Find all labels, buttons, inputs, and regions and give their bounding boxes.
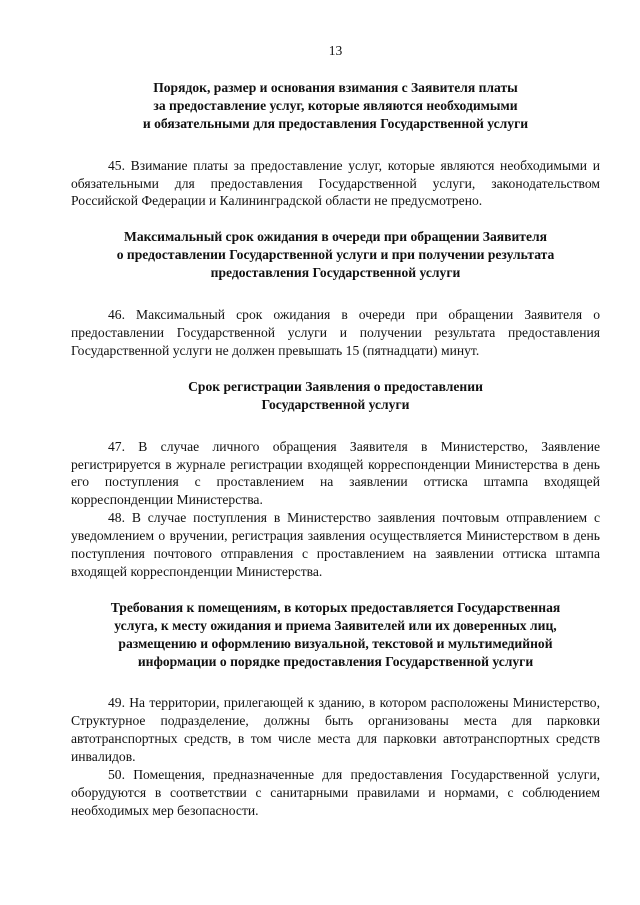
- section-heading-registration: [71, 378, 600, 414]
- heading-line: размещению и оформлению визуальной, текстовой и мультимедийной: [118, 635, 553, 651]
- section-heading-fee: [71, 79, 600, 133]
- heading-line: информации о порядке предоставления Государственной услуги: [137, 653, 534, 669]
- section-heading-queue-time: [71, 228, 600, 282]
- heading-line: Порядок, размер и основания взимания с Заявителя платы: [153, 79, 518, 95]
- heading-line: Максимальный срок ожидания в очереди при обращении Заявителя: [124, 229, 547, 245]
- paragraph-45: 45. Взимание платы за предоставление услуг, которые являются необходимыми и обязательными для предоставления Государственной услуги, законодательством Российской Федерации и Калининградской области не предусмотрено.: [71, 157, 600, 209]
- heading-line: Требования к помещениям, в которых предоставляется Государственная: [110, 599, 561, 615]
- heading-line: Срок регистрации Заявления о предоставлении: [188, 378, 483, 394]
- section-heading-premises: [71, 599, 600, 671]
- paragraph-47: 47. В случае личного обращения Заявителя в Министерство, Заявление регистрируется в журнале регистрации входящей корреспонденции Министерства в день его поступления с проставлением на заявлении оттиска штампа входящей корреспонденции Министерства.: [71, 438, 600, 508]
- paragraph-46: 46. Максимальный срок ожидания в очереди при обращении Заявителя о предоставлении Государственной услуги и получении результата предоставления Государственной услуги не должен превышать 15 (пятнадцати) минут.: [71, 307, 600, 358]
- heading-line: о предоставлении Государственной услуги и при получении результата: [116, 247, 555, 263]
- heading-line: услуга, к месту ожидания и приема Заявителей или их доверенных лиц,: [114, 617, 557, 633]
- page-number: 13: [328, 43, 343, 58]
- paragraph-50: 50. Помещения, предназначенные для предоставления Государственной услуги, оборудуются в соответствии с санитарными правилами и нормами, с соблюдением необходимых мер безопасности.: [71, 767, 600, 818]
- paragraph-49: 49. На территории, прилегающей к зданию, в котором расположены Министерство, Структурное подразделение, должны быть организованы места для парковки автотранспортных средств, в том числе места для парковки автотранспортных средств инвалидов.: [71, 695, 600, 765]
- heading-line: и обязательными для предоставления Государственной услуги: [142, 115, 529, 131]
- heading-line: предоставления Государственной услуги: [210, 265, 461, 281]
- heading-line: за предоставление услуг, которые являются необходимыми: [153, 97, 518, 113]
- paragraph-48: 48. В случае поступления в Министерство заявления почтовым отправлением с уведомлением о вручении, регистрация заявления осуществляется Министерством в день поступления почтового отправления с проставлением на заявлении оттиска штампа входящей корреспонденции Министерства.: [71, 510, 600, 579]
- heading-line: Государственной услуги: [261, 396, 410, 412]
